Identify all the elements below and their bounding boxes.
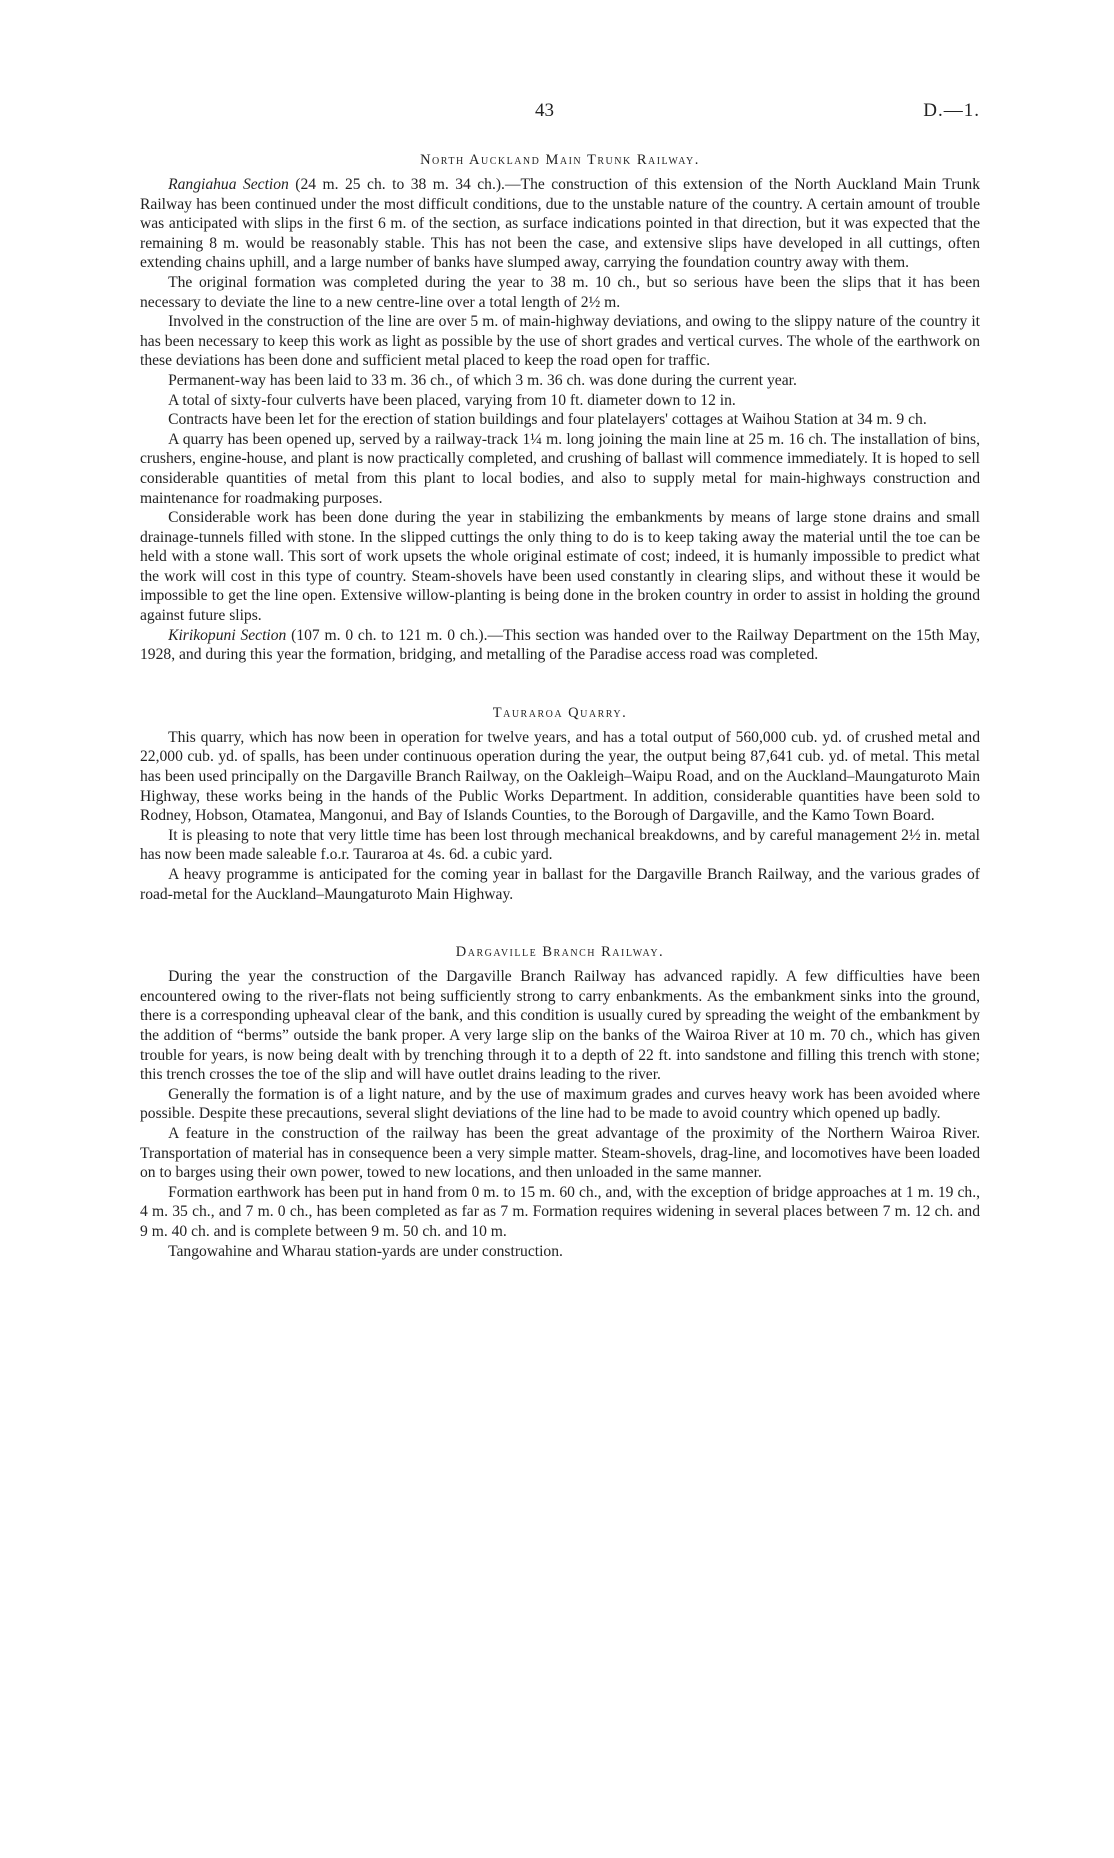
paragraph — [140, 1242, 980, 1262]
paragraph-lead: Rangiahua Section — [168, 176, 289, 193]
paragraph — [140, 826, 980, 865]
paragraph — [140, 1085, 980, 1124]
paragraph-text: Contracts have been let for the erection of station buildings and four platelayers' cottages at Waihou Station at 34 m. 9 ch. — [168, 411, 927, 429]
page-number: 43 — [535, 100, 554, 121]
section-heading: Tauraroa Quarry. — [492, 704, 628, 721]
paragraph-text: The original formation was completed during the year to 38 m. 10 ch., but so serious have been the slips that it has been necessary to deviate the line to a new centre-line over a total length of 2½ m. — [140, 273, 980, 311]
page-header — [140, 100, 980, 140]
document-page — [140, 100, 980, 1261]
paragraph — [140, 371, 980, 391]
paragraph-text: During the year the construction of the Dargaville Branch Railway has advanced rapidly. A few difficulties have been encountered owing to the river-flats not being sufficiently strong to carry enbankments. As the embankment sinks into the ground, there is a corresponding upheaval clear of the bank, and this condition is usually cured by spreading the weight of the embankment by the addition of “berms” outside the bank proper. A very large slip on the banks of the Wairoa River at 10 m. 70 ch., which has given trouble for years, is now being dealt with by trenching through it to a depth of 22 ft. into sandstone and filling this trench with stone; this trench crosses the toe of the slip and will have outlet drains leading to the river. — [140, 968, 980, 1084]
paragraph-text: Generally the formation is of a light nature, and by the use of maximum grades and curves heavy work has been avoided where possible. Despite these precautions, several slight deviations of the line had to be made to avoid country which opened up badly. — [140, 1085, 980, 1123]
paragraph — [140, 1183, 980, 1242]
paragraph — [140, 967, 980, 1085]
paragraph — [140, 391, 980, 411]
document-body — [140, 152, 980, 1261]
paragraph — [140, 626, 980, 665]
paragraph-text: A total of sixty-four culverts have been placed, varying from 10 ft. diameter down to 12 in. — [168, 391, 736, 409]
paragraph-text: A feature in the construction of the railway has been the great advantage of the proximity of the Northern Wairoa River. Transportation of material has in consequence been a very simple matter. Steam-shovels, drag-line, and locomotives have been loaded on to barges using their own power, towed to new locations, and then unloaded in the same manner. — [140, 1124, 980, 1182]
paragraph-lead: Kirikopuni Section — [168, 626, 287, 644]
section-heading: North Auckland Main Trunk Railway. — [420, 152, 700, 168]
paragraph — [140, 728, 980, 826]
paragraph-text: Involved in the construction of the line are over 5 m. of main-highway deviations, and owing to the slippy nature of the country it has been necessary to keep this work as light as possible by the use of short grades and vertical curves. The whole of the earthwork on these deviations has been done and sufficient metal placed to keep the road open for traffic. — [140, 313, 980, 370]
paragraph-text: Tangowahine and Wharau station-yards are under construction. — [168, 1242, 563, 1260]
paragraph — [140, 430, 980, 508]
paragraph-text: (24 m. 25 ch. to 38 m. 34 ch.).—The construction of this extension of the North Auckland Main Trunk Railway has been continued under the most difficult conditions, due to the unstable nature of the country. A certain amount of trouble was anticipated with slips in the first 6 m. of the section, as surface indications pointed in that direction, but it was expected that the remaining 8 m. would be reasonably stable. This has not been the case, and extensive slips have developed in all cuttings, often extending chains uphill, and a large number of banks have slumped away, carrying the foundation country away with them. — [140, 176, 980, 272]
paragraph — [140, 410, 980, 430]
paragraph-text: Formation earthwork has been put in hand from 0 m. to 15 m. 60 ch., and, with the exception of bridge approaches at 1 m. 19 ch., 4 m. 35 ch., and 7 m. 0 ch., has been completed as far as 7 m. Formation requires widening in several places between 7 m. 12 ch. and 9 m. 40 ch. and is complete between 9 m. 50 ch. and 10 m. — [140, 1183, 980, 1240]
paragraph — [140, 1124, 980, 1183]
paragraph-text: A quarry has been opened up, served by a railway-track 1¼ m. long joining the main line at 25 m. 16 ch. The installation of bins, crushers, engine-house, and plant is now practically completed, and crushing of ballast will commence immediately. It is hoped to sell considerable quantities of metal from this plant to local bodies, and also to supply metal for main-highways construction and maintenance for roadmaking purposes. — [140, 430, 980, 507]
paragraph — [140, 273, 980, 312]
paragraph-text: Considerable work has been done during the year in stabilizing the embankments by means of large stone drains and small drainage-tunnels filled with stone. In the slipped cuttings the only thing to do is to keep taking away the material until the toe can be held with a stone wall. This sort of work upsets the whole original estimate of cost; indeed, it is humanly impossible to predict what the work will cost in this type of country. Steam-shovels have been used constantly in clearing slips, and without these it would be impossible to get the line open. Extensive willow-planting is being done in the broken country in order to assist in holding the ground against future slips. — [140, 509, 980, 625]
paragraph-text: This quarry, which has now been in operation for twelve years, and has a total output of 560,000 cub. yd. of crushed metal and 22,000 cub. yd. of spalls, has been under continuous operation during the year, the output being 87,641 cub. yd. of metal. This metal has been used principally on the Dargaville Branch Railway, on the Oakleigh–Waipu Road, and on the Auckland–Maungaturoto Main Highway, these works being in the hands of the Public Works Department. In addition, considerable quantities have been sold to Rodney, Hobson, Otamatea, Mangonui, and Bay of Islands Counties, to the Borough of Dargaville, and the Kamo Town Board. — [140, 728, 980, 825]
paragraph-text: Permanent-way has been laid to 33 m. 36 ch., of which 3 m. 36 ch. was done during the current year. — [168, 371, 797, 389]
paragraph — [140, 865, 980, 904]
paragraph — [140, 175, 980, 273]
paragraph-text: A heavy programme is anticipated for the coming year in ballast for the Dargaville Branch Railway, and the various grades of road-metal for the Auckland–Maungaturoto Main Highway. — [140, 866, 980, 903]
paragraph — [140, 312, 980, 371]
paragraph-text: It is pleasing to note that very little time has been lost through mechanical breakdowns, and by careful management 2½ in. metal has now been made saleable f.o.r. Tauraroa at 4s. 6d. a cubic yard. — [140, 826, 980, 864]
paragraph — [140, 508, 980, 626]
document-reference: D.—1. — [923, 100, 980, 121]
paragraph-text: (107 m. 0 ch. to 121 m. 0 ch.).—This section was handed over to the Railway Department on the 15th May, 1928, and during this year the formation, bridging, and metalling of the Paradise access road was completed. — [140, 626, 980, 664]
section-heading: Dargaville Branch Railway. — [455, 944, 665, 961]
